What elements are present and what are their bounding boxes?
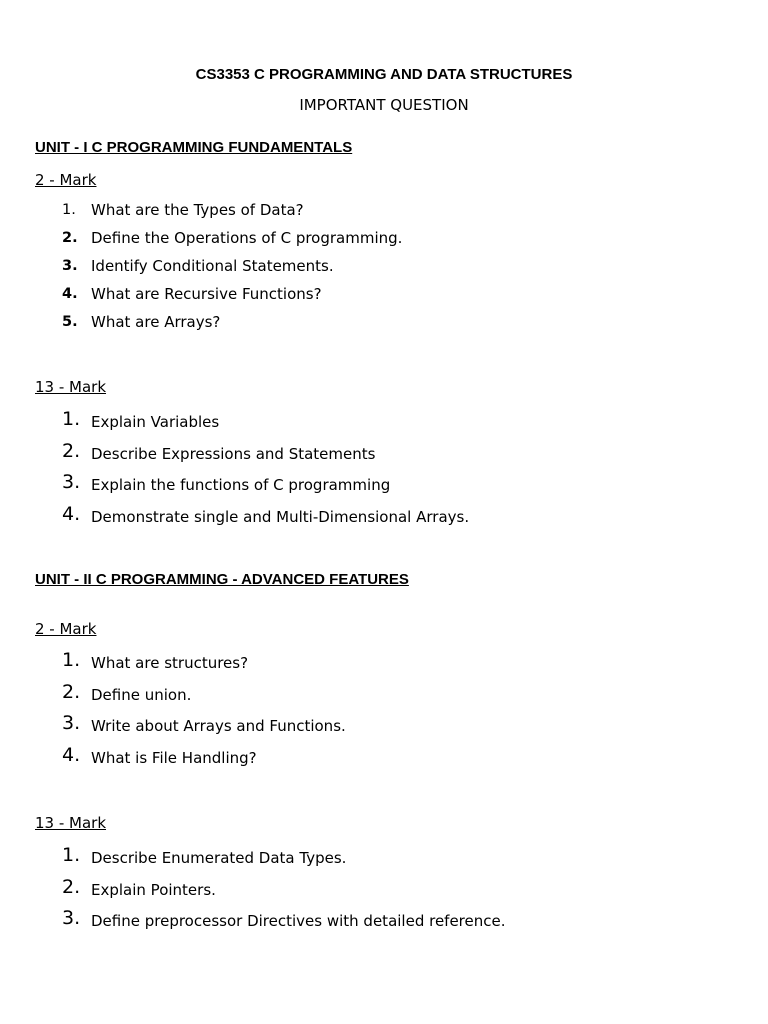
question-text: Describe Expressions and Statements: [91, 444, 376, 463]
unit-1-13-mark-questions: [0, 408, 768, 538]
question-text: Demonstrate single and Multi-Dimensional Arrays.: [91, 507, 470, 526]
question-number: 1.: [62, 844, 81, 866]
unit-2-heading: UNIT - II C PROGRAMMING - ADVANCED FEATURES: [35, 571, 409, 588]
question-number: 1.: [62, 649, 81, 671]
question-item: [0, 229, 768, 257]
question-number: 3.: [62, 471, 81, 493]
unit-2-13-mark-questions: [0, 844, 768, 943]
question-text: Define preprocessor Directives with detailed reference.: [91, 912, 506, 930]
question-number: 1.: [62, 202, 76, 218]
unit-1-2-mark-label: 2 - Mark: [35, 171, 97, 189]
question-number: 3.: [62, 907, 81, 929]
question-item: [0, 471, 768, 507]
question-text: What are Recursive Functions?: [91, 285, 322, 303]
question-text: Explain the functions of C programming: [91, 476, 391, 494]
question-number: 2.: [62, 230, 78, 246]
question-item: [0, 875, 768, 912]
unit-1-2-mark-questions: [0, 201, 768, 341]
question-number: 2.: [62, 439, 81, 462]
unit-1-13-mark-label: 13 - Mark: [35, 378, 107, 396]
question-text: What are the Types of Data?: [91, 201, 304, 219]
question-number: 4.: [62, 502, 81, 525]
unit-2-13-mark-label: 13 - Mark: [35, 814, 107, 832]
question-item: [0, 313, 768, 341]
question-item: [0, 743, 768, 780]
question-number: 4.: [62, 286, 78, 302]
question-item: [0, 285, 768, 313]
unit-2-2-mark-label: 2 - Mark: [35, 620, 97, 638]
question-text: Write about Arrays and Functions.: [91, 717, 346, 735]
question-item: [0, 439, 768, 476]
question-item: [0, 649, 768, 685]
question-item: [0, 907, 768, 943]
question-number: 1.: [62, 408, 81, 430]
question-item: [0, 844, 768, 880]
question-text: Explain Pointers.: [91, 880, 216, 899]
question-text: What are structures?: [91, 654, 249, 672]
question-item: [0, 408, 768, 444]
question-text: Explain Variables: [91, 413, 220, 431]
question-text: What is File Handling?: [91, 748, 257, 767]
question-item: [0, 680, 768, 717]
question-number: 5.: [62, 314, 78, 330]
question-number: 4.: [62, 743, 81, 766]
document-subtitle: IMPORTANT QUESTION: [299, 96, 469, 114]
question-number: 2.: [62, 875, 81, 898]
question-item: [0, 502, 768, 539]
unit-2-2-mark-questions: [0, 649, 768, 779]
question-item: [0, 712, 768, 748]
question-text: Identify Conditional Statements.: [91, 257, 334, 275]
document-title: CS3353 C PROGRAMMING AND DATA STRUCTURES: [195, 66, 573, 83]
question-item: [0, 201, 768, 229]
question-number: 3.: [62, 258, 78, 274]
question-text: Describe Enumerated Data Types.: [91, 849, 347, 867]
question-text: What are Arrays?: [91, 313, 221, 331]
question-number: 3.: [62, 712, 81, 734]
unit-1-heading: UNIT - I C PROGRAMMING FUNDAMENTALS: [35, 139, 353, 156]
question-text: Define union.: [91, 685, 192, 704]
question-item: [0, 257, 768, 285]
question-number: 2.: [62, 680, 81, 703]
question-text: Define the Operations of C programming.: [91, 229, 403, 247]
